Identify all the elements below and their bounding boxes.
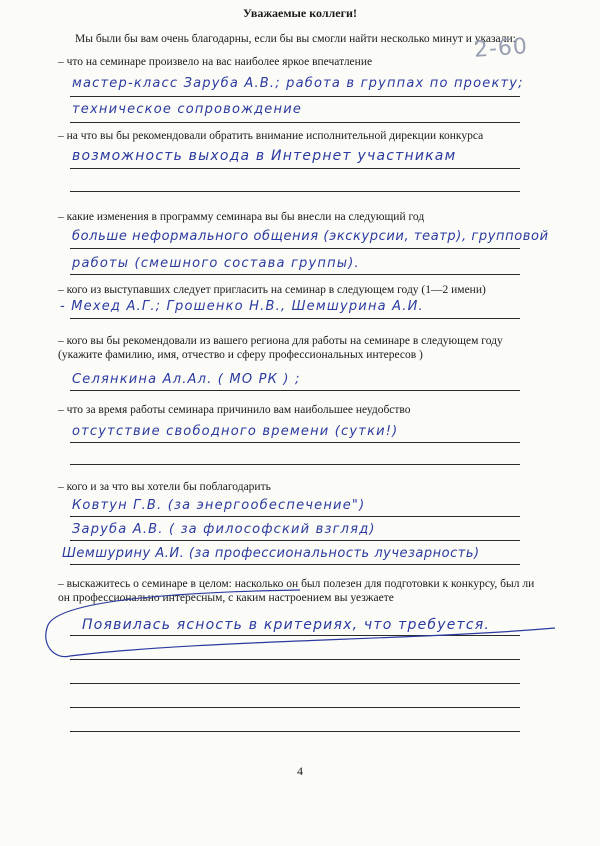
- answer-line: [70, 122, 520, 123]
- answer-5-line-1: Селянкина Ал.Ал. ( МО РК ) ;: [72, 372, 301, 387]
- question-5: – кого вы бы рекомендовали из вашего региона для работы на семинаре в следующем году (укажите фамилию, имя, отчество и сферу профессиональных интересов ): [58, 335, 503, 361]
- answer-line: [70, 318, 520, 319]
- answer-7-line-1: Ковтун Г.В. (за энергообеспечение"): [72, 498, 366, 513]
- answer-1-line-2: техническое сопровождение: [72, 102, 303, 117]
- answer-7-line-3: Шемшурину А.И. (за профессиональность лучезарность): [62, 546, 480, 561]
- question-6: – что за время работы семинара причинило вам наибольшее неудобство: [58, 404, 411, 416]
- answer-line: [70, 96, 520, 97]
- answer-line: [70, 659, 520, 660]
- answer-line: [70, 168, 520, 169]
- answer-line: [70, 516, 520, 517]
- answer-6-line-1: отсутствие свободного времени (сутки!): [72, 424, 399, 439]
- answer-line: [70, 442, 520, 443]
- answer-line: [70, 191, 520, 192]
- question-2: – на что вы бы рекомендовали обратить внимание исполнительной дирекции конкурса: [58, 130, 484, 142]
- handwritten-stamp: 2-60: [473, 34, 529, 63]
- answer-2-line-1: возможность выхода в Интернет участникам: [72, 148, 457, 164]
- answer-line: [70, 540, 520, 541]
- question-4: – кого из выступавших следует пригласить на семинар в следующем году (1—2 имени): [58, 284, 486, 296]
- answer-line: [70, 464, 520, 465]
- answer-3-line-2: работы (смешного состава группы).: [72, 256, 360, 271]
- answer-line: [70, 248, 520, 249]
- question-3: – какие изменения в программу семинара вы бы внесли на следующий год: [58, 211, 425, 223]
- answer-line: [70, 390, 520, 391]
- question-7: – кого и за что вы хотели бы поблагодарить: [58, 481, 271, 493]
- answer-line: [70, 564, 520, 565]
- answer-line: [70, 274, 520, 275]
- answer-line: [70, 707, 520, 708]
- answer-4-line-1: - Мехед А.Г.; Грошенко Н.В., Шемшурина А.И.: [60, 299, 424, 314]
- answer-line: [70, 731, 520, 732]
- question-1: – что на семинаре произвело на вас наиболее яркое впечатление: [58, 56, 373, 68]
- page-title: Уважаемые коллеги!: [243, 6, 357, 20]
- intro-text: Мы были бы вам очень благодарны, если бы вы смогли найти несколько минут и указали:: [75, 33, 516, 45]
- answer-line: [70, 635, 520, 636]
- answer-1-line-1: мастер-класс Заруба А.В.; работа в группах по проекту;: [72, 76, 524, 91]
- answer-line: [70, 683, 520, 684]
- answer-7-line-2: Заруба А.В. ( за философский взгляд): [72, 522, 376, 537]
- answer-3-line-1: больше неформального общения (экскурсии, театр), групповой: [72, 229, 549, 244]
- page-number: 4: [297, 764, 303, 778]
- question-8: – выскажитесь о семинаре в целом: насколько он был полезен для подготовки к конкурсу, был ли он профессионально интересным, с каким настроением вы уезжаете: [58, 578, 535, 604]
- answer-8-line-1: Появилась ясность в критериях, что требуется.: [82, 617, 491, 633]
